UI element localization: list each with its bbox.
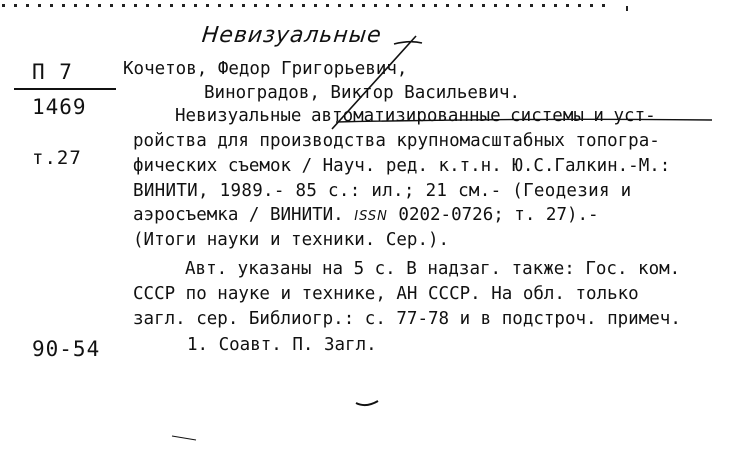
- order-code: 90-54: [32, 337, 101, 361]
- note-line-2: СССР по науке и технике, АН СССР. На обл. только: [133, 284, 639, 304]
- imprint-line-2: [133, 203, 599, 229]
- title-line-3: фических съемок / Науч. ред. к.т.н. Ю.С.Галкин.-М.:: [133, 156, 671, 176]
- handwritten-issn: ISSN: [354, 209, 388, 224]
- imprint-line-1: ВИНИТИ, 1989.- 85 с.: ил.; 21 см.- (Геодезия и: [133, 181, 632, 201]
- handwritten-heading-text: Невизуальные: [200, 23, 384, 48]
- imprint-line-2-prefix: аэросъемка / ВИНИТИ.: [133, 205, 355, 225]
- imprint-line-2-suffix: 0202-0726; т. 27).-: [387, 205, 599, 225]
- shelf-code: П 7: [32, 60, 73, 84]
- accession-number: 1469: [32, 95, 87, 119]
- tracing-line: 1. Соавт. П. Загл.: [187, 335, 377, 355]
- author-line-2: Виноградов, Виктор Васильевич.: [204, 83, 521, 103]
- note-line-1: Авт. указаны на 5 с. В надзаг. также: Гос. ком.: [185, 259, 681, 279]
- volume-label: т.27: [32, 147, 82, 169]
- series-line: (Итоги науки и техники. Сер.).: [133, 230, 450, 250]
- note-line-3: загл. сер. Библиогр.: с. 77-78 и в подстроч. примеч.: [133, 309, 681, 329]
- title-line-2: ройства для производства крупномасштабных топогра-: [133, 131, 660, 151]
- title-line-1: Невизуальные автоматизированные системы и уст-: [175, 106, 656, 126]
- author-line-1: Кочетов, Федор Григорьевич,: [123, 59, 408, 79]
